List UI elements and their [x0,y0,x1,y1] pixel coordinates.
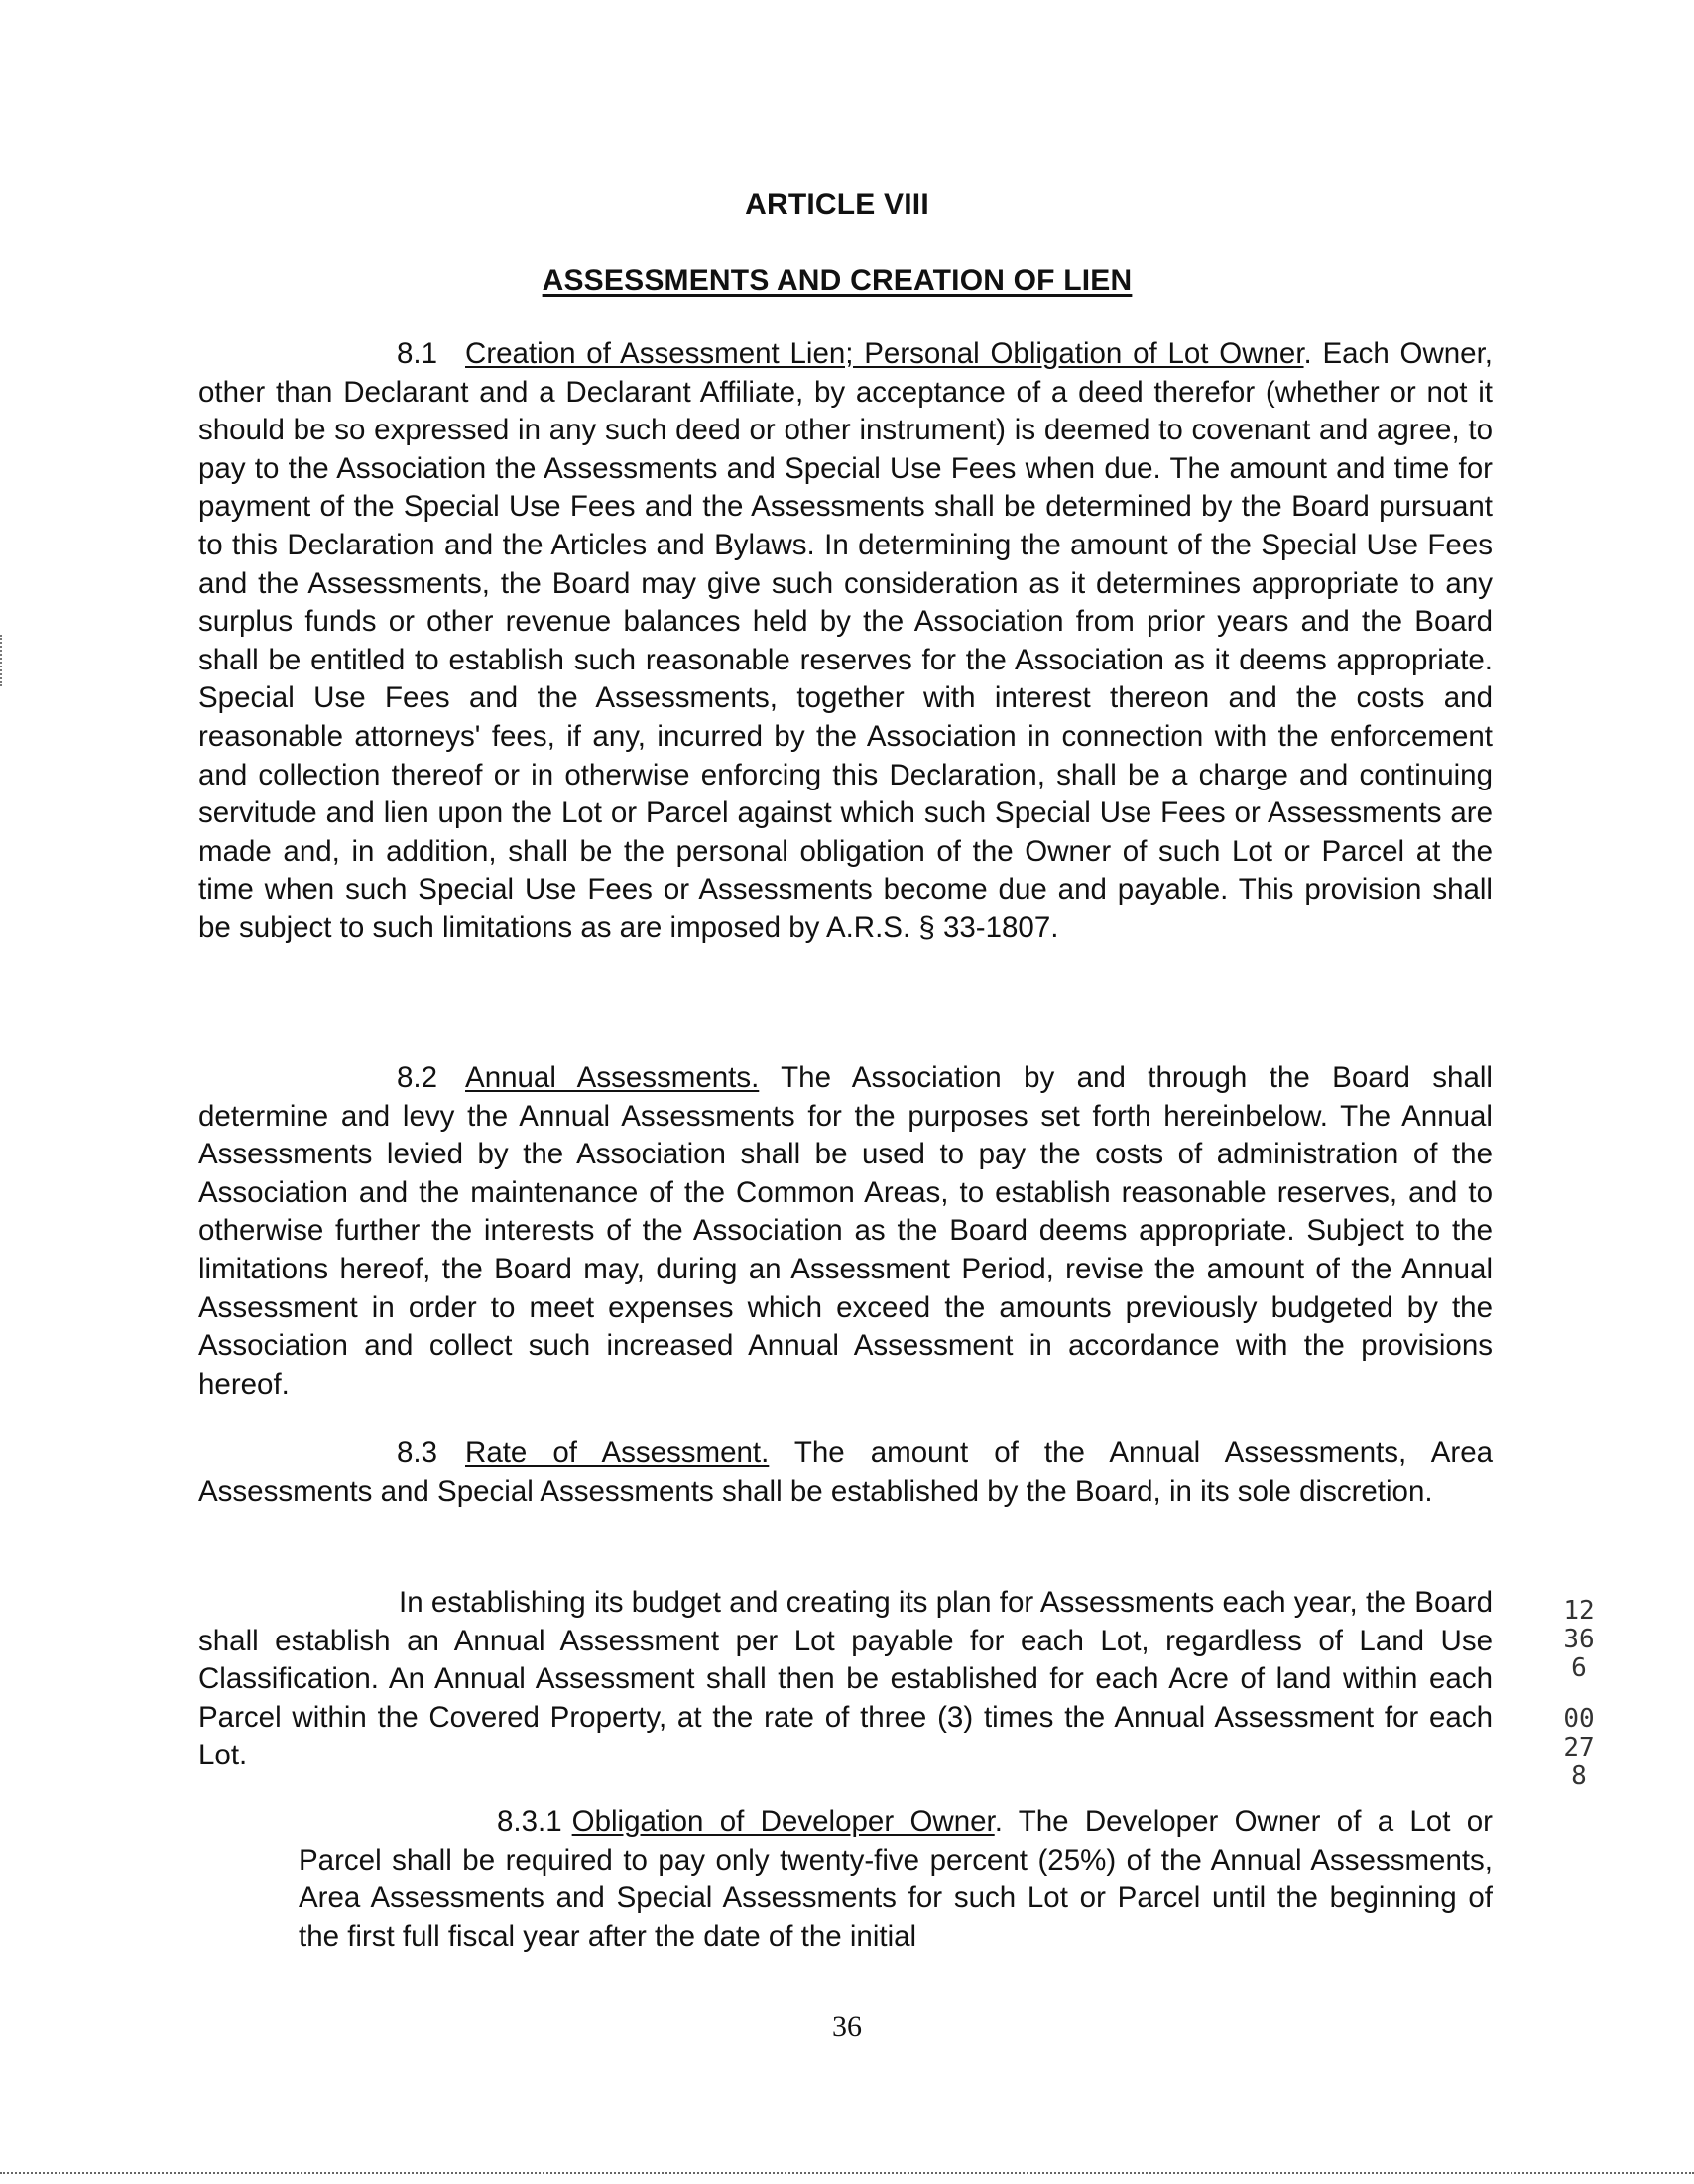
section-heading: Annual Assessments. [465,1061,760,1094]
section-number: 8.2 [397,1061,438,1094]
section-text: In establishing its budget and creating its plan for Assessments each year, the Board shall establish an Annual Assessment per Lot payable for each Lot, regardless of Land Use Classification. An Annual Assessment shall then be established for each Acre of land within each Parcel within the Covered Property, at the rate of three (3) times the Annual Assessment for each Lot. [198,1586,1493,1772]
section-number: 8.1 [397,337,438,370]
section-heading: Obligation of Developer Owner [571,1805,995,1838]
section-heading: Creation of Assessment Lien; Personal Obligation of Lot Owner [465,337,1304,370]
section-heading: Rate of Assessment. [465,1436,770,1469]
scan-edge-mark [0,635,8,686]
side-recording-stamp [1557,1597,1601,1791]
section-8-2 [198,1059,1493,1403]
section-8-3-1 [299,1803,1493,1956]
section-8-3 [198,1434,1493,1511]
section-number: 8.3.1 [497,1805,562,1838]
section-8-1 [198,335,1493,948]
scan-bottom-edge [0,2172,1694,2174]
stamp-bottom-number: 00278 [1563,1704,1595,1791]
section-text: The amount of the Annual Assessments, Area Assessments and Special Assessments shall be established by the Board, in its sole discretion. [198,1436,1494,1508]
article-title: ASSESSMENTS AND CREATION OF LIEN [542,264,1133,297]
section-8-3-paragraph [198,1584,1493,1775]
section-text: . The Developer Owner of a Lot or Parcel shall be required to pay only twenty-five percent (25%) of the Annual Assessments, Area Assessments and Special Assessments for such Lot or Parcel until the beginning of the first full fiscal year after the date of the initial [299,1805,1493,1953]
page-number: 36 [832,2010,862,2043]
stamp-top-number: 12366 [1563,1596,1595,1683]
section-text: . Each Owner, other than Declarant and a Declarant Affiliate, by acceptance of a deed therefor (whether or not it should be so expressed in any such deed or other instrument) is deemed to covenant and agree, to pay to the Association the Assessments and Special Use Fees when due. The amount and time for payment of the Special Use Fees and the Assessments shall be determined by the Board pursuant to this Declaration and the Articles and Bylaws. In determining the amount of the Special Use Fees and the Assessments, the Board may give such consideration as it determines appropriate to any surplus funds or other revenue balances held by the Association from prior years and the Board shall be entitled to establish such reasonable reserves for the Association as it deems appropriate. Special Use Fees and the Assessments, together with interest thereon and the costs and reasonable attorneys' fees, if any, incurred by the Association in connection with the enforcement and collection thereof or in otherwise enforcing this Declaration, shall be a charge and continuing servitude and lien upon the Lot or Parcel against which such Special Use Fees or Assessments are made and, in addition, shall be the personal obligation of the Owner of such Lot or Parcel at the time when such Special Use Fees or Assessments become due and payable. This provision shall be subject to such limitations as are imposed by A.R.S. § 33-1807. [198,337,1493,944]
section-number: 8.3 [397,1436,438,1469]
section-text: The Association by and through the Board shall determine and levy the Annual Assessments for the purposes set forth hereinbelow. The Annual Assessments levied by the Association shall be used to pay the costs of administration of the Association and the maintenance of the Common Areas, to establish reasonable reserves, and to otherwise further the interests of the Association as the Board deems appropriate. Subject to the limitations hereof, the Board may, during an Assessment Period, revise the amount of the Annual Assessment in order to meet expenses which exceed the amounts previously budgeted by the Association and collect such increased Annual Assessment in accordance with the provisions hereof. [198,1061,1493,1400]
article-heading: ARTICLE VIII [745,188,929,221]
